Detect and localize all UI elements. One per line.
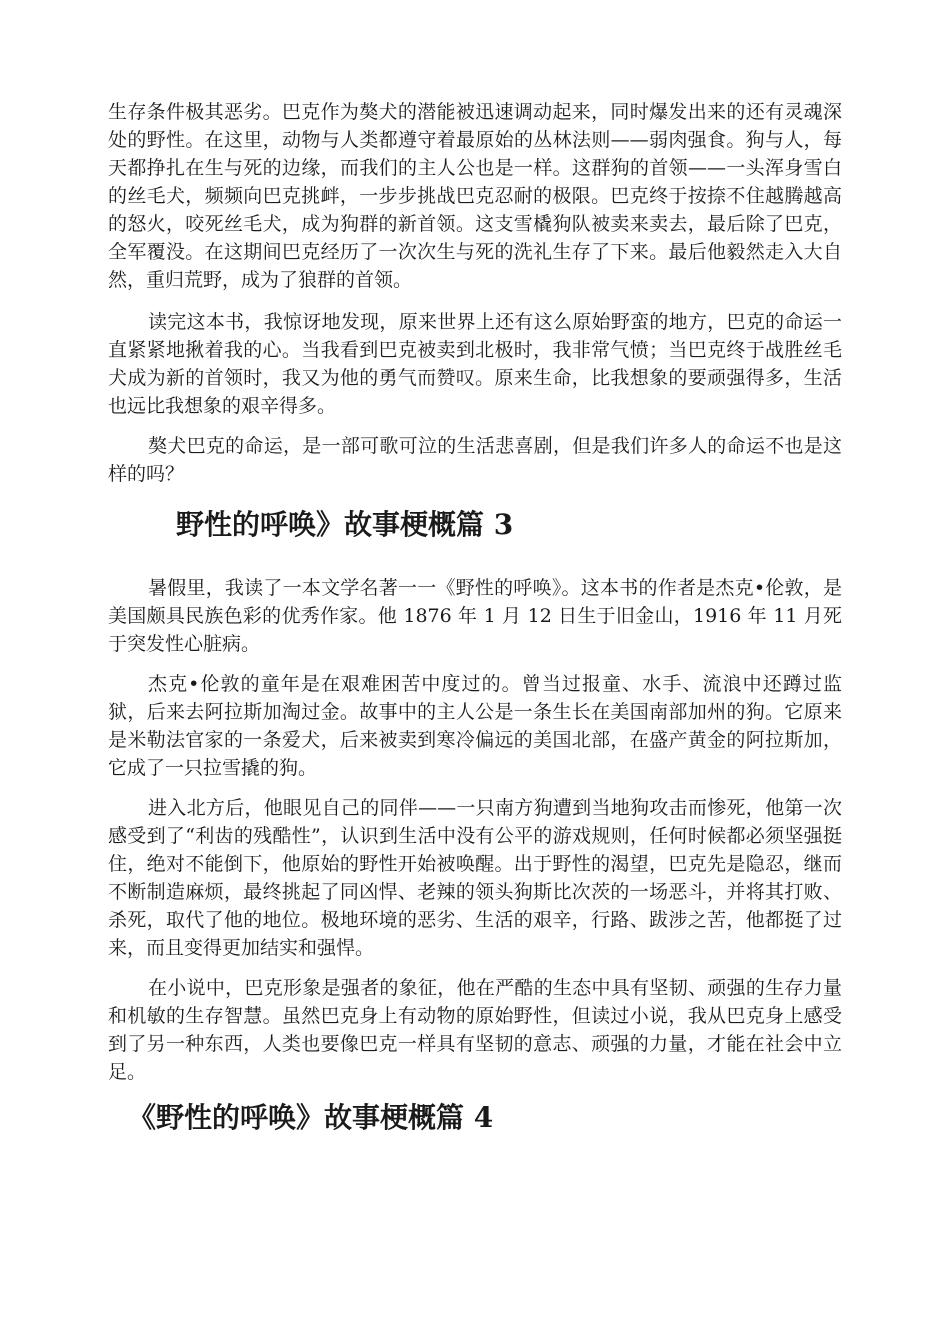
paragraph-reflection: 读完这本书，我惊讶地发现，原来世界上还有这么原始野蛮的地方，巴克的命运一直紧紧地揪着我的心。当我看到巴克被卖到北极时，我非常气愤；当巴克终于战胜丝毛犬成为新的首领时，我又为他的勇气而赞叹。原来生命，比我想象的要顽强得多，生活也远比我想象的艰辛得多。 <box>108 311 842 417</box>
paragraph-author-childhood: 杰克•伦敦的童年是在艰难困苦中度过的。曾当过报童、水手、流浪中还蹲过监狱，后来去阿拉斯加淘过金。故事中的主人公是一条生长在美国南部加州的狗。它原来是米勒法官家的一条爱犬，后来被卖到寒冷偏远的美国北部，在盛产黄金的阿拉斯加，它成了一只拉雪撬的狗。 <box>108 673 842 779</box>
paragraph-symbolism: 在小说中，巴克形象是强者的象征，他在严酷的生态中具有坚韧、顽强的生存力量和机敏的生存智慧。虽然巴克身上有动物的原始野性，但读过小说，我从巴克身上感受到了另一种东西，人类也要像巴克一样具有坚韧的意志、顽强的力量，才能在社会中立足。 <box>108 977 842 1083</box>
paragraph-awakening: 进入北方后，他眼见自己的同伴——一只南方狗遭到当地狗攻击而惨死，他第一次感受到了“利齿的残酷性”，认识到生活中没有公平的游戏规则，任何时候都必须坚强挺住，绝对不能倒下，他原始的野性开始被唤醒。出于野性的渴望，巴克先是隐忍，继而不断制造麻烦，最终挑起了同凶悍、老辣的领头狗斯比次茨的一场恶斗，并将其打败、杀死，取代了他的地位。极地环境的恶劣、生活的艰辛，行路、跋涉之苦，他都挺了过来，而且变得更加结实和强悍。 <box>108 797 842 959</box>
paragraph-continuation: 生存条件极其恶劣。巴克作为獒犬的潜能被迅速调动起来，同时爆发出来的还有灵魂深处的野性。在这里，动物与人类都遵守着最原始的丛林法则——弱肉强食。狗与人，每天都挣扎在生与死的边缘，而我们的主人公也是一样。这群狗的首领——一头浑身雪白的丝毛犬，频频向巴克挑衅，一步步挑战巴克忍耐的极限。巴克终于按捺不住越腾越高的怒火，咬死丝毛犬，成为狗群的新首领。这支雪橇狗队被卖来卖去，最后除了巴克，全军覆没。在这期间巴克经历了一次次生与死的洗礼生存了下来。最后他毅然走入大自然，重归荒野，成为了狼群的首领。 <box>108 101 842 291</box>
section-heading-3: 野性的呼唤》故事梗概篇 3 <box>176 508 514 541</box>
section-heading-4: 《野性的呼唤》故事梗概篇 4 <box>128 1101 494 1134</box>
paragraph-author-intro: 暑假里，我读了一本文学名著一一《野性的呼唤》。这本书的作者是杰克•伦敦，是美国颇具民族色彩的优秀作家。他 1876 年 1 月 12 日生于旧金山，1916 年 11 月死于突发性心脏病。 <box>108 577 842 655</box>
paragraph-conclusion: 獒犬巴克的命运，是一部可歌可泣的生活悲喜剧，但是我们许多人的命运不也是这样的吗？ <box>108 435 842 485</box>
